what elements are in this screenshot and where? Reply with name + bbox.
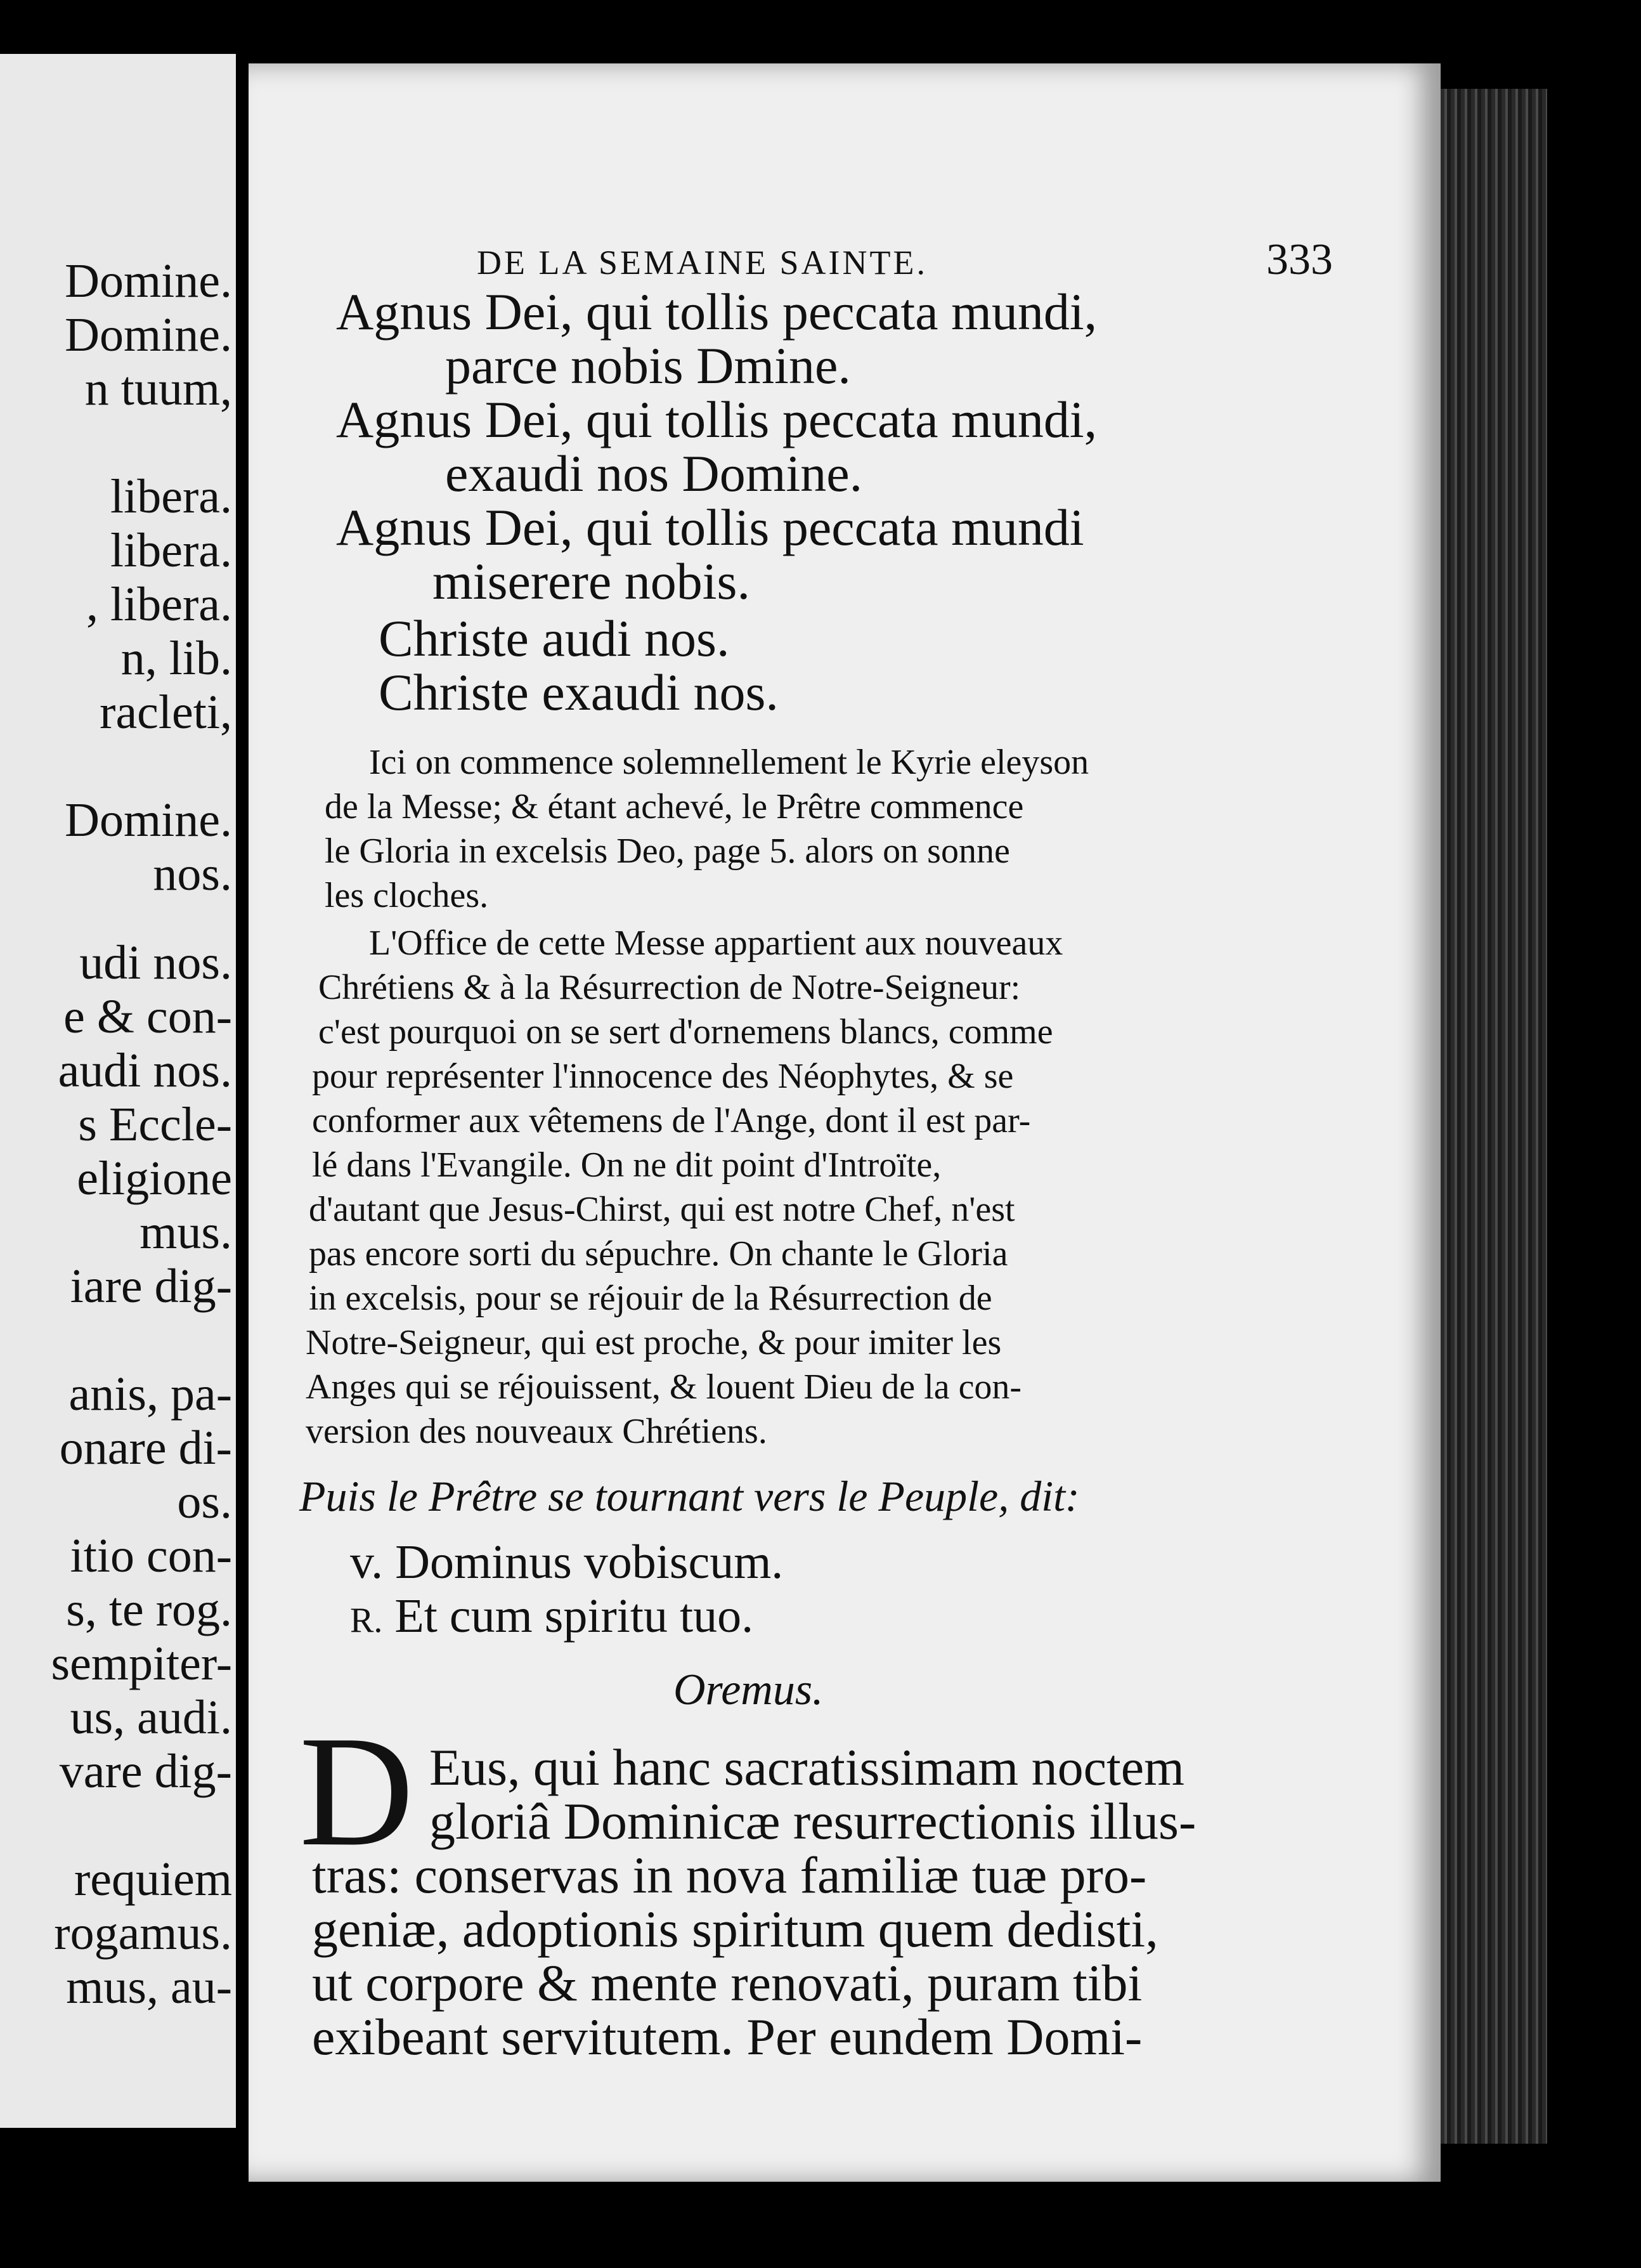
left-fragment: mus. (139, 1206, 232, 1259)
note-line: lé dans l'Evangile. On ne dit point d'Introïte, (312, 1145, 942, 1185)
left-fragment: eligione (77, 1152, 232, 1205)
rubric-instruction: Puis le Prêtre se tournant vers le Peuple, dit: (299, 1472, 1080, 1520)
note-line: pas encore sorti du sépuchre. On chante le Gloria (309, 1234, 1008, 1274)
left-fragment: os. (177, 1475, 232, 1528)
left-fragment: rogamus. (54, 1906, 232, 1960)
left-fragment: n tuum, (84, 362, 232, 415)
litany-line: Agnus Dei, qui tollis peccata mundi, (336, 283, 1098, 341)
left-fragment: Domine. (65, 254, 232, 308)
left-fragment: anis, pa- (68, 1367, 232, 1421)
note-line: conformer aux vêtemens de l'Ange, dont il est par- (312, 1101, 1031, 1140)
litany-continuation: miserere nobis. (432, 552, 750, 610)
left-fragment: sempiter- (51, 1637, 232, 1690)
left-fragment: itio con- (70, 1529, 232, 1582)
prayer-line: tras: conservas in nova familiæ tuæ pro- (312, 1846, 1147, 1904)
prayer-line: geniæ, adoptionis spiritum quem dedisti, (312, 1900, 1158, 1958)
response-text: Et cum spiritu tuo. (394, 1589, 754, 1643)
right-page (249, 63, 1441, 2182)
left-fragment: us, audi. (70, 1691, 232, 1744)
versicle (350, 1535, 783, 1590)
left-fragment: Domine. (65, 793, 232, 847)
left-fragment: iare dig- (70, 1260, 232, 1313)
litany-line: Agnus Dei, qui tollis peccata mundi (336, 499, 1084, 556)
litany-continuation: parce nobis Dmine. (445, 337, 851, 394)
rubric-line: Ici on commence solemnellement le Kyrie eleyson (369, 743, 1089, 782)
note-line: Notre-Seigneur, qui est proche, & pour imiter les (306, 1323, 1002, 1362)
left-fragment: onare di- (59, 1421, 232, 1475)
versicle-label: v. (350, 1535, 384, 1589)
oremus-heading: Oremus. (673, 1665, 824, 1714)
drop-cap: D (299, 1704, 414, 1879)
christe-line: Christe exaudi nos. (379, 663, 779, 721)
note-line: L'Office de cette Messe appartient aux nouveaux (369, 923, 1063, 963)
note-line: Anges qui se réjouissent, & louent Dieu de la con- (306, 1367, 1022, 1407)
left-fragment: nos. (153, 847, 232, 901)
note-line: d'autant que Jesus-Chirst, qui est notre Chef, n'est (309, 1190, 1015, 1229)
rubric-line: de la Messe; & étant achevé, le Prêtre commence (325, 787, 1024, 826)
rubric-line: le Gloria in excelsis Deo, page 5. alors on sonne (325, 831, 1010, 871)
left-fragment: udi nos. (79, 936, 232, 989)
prayer-line: gloriâ Dominicæ resurrectionis illus- (429, 1792, 1197, 1850)
left-fragment: s, te rog. (66, 1583, 232, 1636)
left-fragment: racleti, (100, 686, 232, 739)
rubric-line: les cloches. (325, 876, 489, 915)
running-head: DE LA SEMAINE SAINTE. (477, 244, 928, 282)
left-fragment: , libera. (86, 578, 232, 631)
prayer-line: exibeant servitutem. Per eundem Domi- (312, 2008, 1143, 2066)
left-fragment: vare dig- (59, 1745, 232, 1798)
left-fragment: audi nos. (58, 1044, 232, 1097)
left-fragment: libera. (110, 524, 232, 577)
christe-line: Christe audi nos. (379, 609, 730, 667)
response-label: R. (350, 1601, 383, 1640)
page-header (477, 235, 1333, 285)
prayer-line: Eus, qui hanc sacratissimam noctem (429, 1738, 1184, 1796)
left-fragment: mus, au- (66, 1960, 232, 2014)
prayer-line: ut corpore & mente renovati, puram tibi (312, 1954, 1143, 2012)
note-line: c'est pourquoi on se sert d'ornemens blancs, comme (318, 1012, 1053, 1052)
left-fragment: e & con- (63, 990, 232, 1043)
left-fragment: Domine. (65, 308, 232, 362)
note-line: pour représenter l'innocence des Néophytes, & se (312, 1057, 1014, 1096)
litany-continuation: exaudi nos Domine. (445, 445, 863, 502)
left-fragment: libera. (110, 470, 232, 523)
note-line: Chrétiens & à la Résurrection de Notre-Seigneur: (318, 968, 1021, 1007)
left-fragment: s Eccle- (78, 1098, 232, 1151)
versicle-text: Dominus vobiscum. (395, 1535, 784, 1589)
page-number: 333 (1266, 235, 1333, 284)
litany-line: Agnus Dei, qui tollis peccata mundi, (336, 391, 1098, 448)
response (350, 1589, 753, 1644)
left-page (0, 54, 236, 2128)
note-line: in excelsis, pour se réjouir de la Résurrection de (309, 1279, 992, 1318)
left-fragment: n, lib. (120, 632, 232, 685)
note-line: version des nouveaux Chrétiens. (306, 1412, 767, 1451)
left-fragment: requiem (74, 1853, 232, 1906)
